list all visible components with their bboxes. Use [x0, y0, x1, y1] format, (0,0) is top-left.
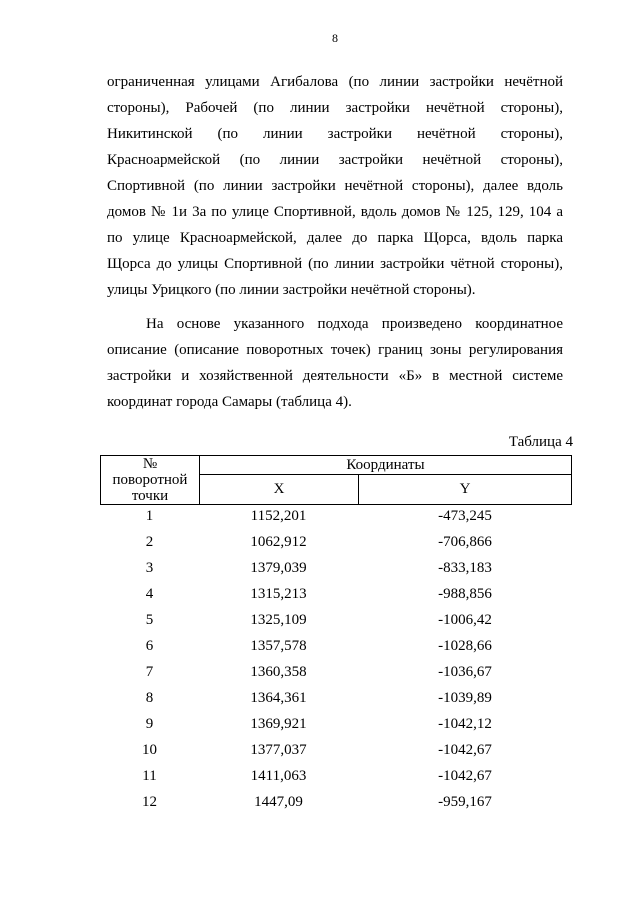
cell-point-number: 8 [145, 690, 154, 706]
table-row [100, 555, 572, 581]
cell-y: -988,856 [438, 586, 492, 602]
header-point-number-line: точки [131, 488, 169, 504]
cell-y: -1006,42 [438, 612, 492, 628]
cell-x: 1062,912 [250, 534, 307, 550]
cell-x: 1364,361 [250, 690, 307, 706]
cell-y: -1042,67 [438, 742, 492, 758]
text-line: На основе указанного подхода произведено координатное [146, 316, 563, 332]
cell-point-number: 11 [142, 768, 157, 784]
cell-y: -706,866 [438, 534, 492, 550]
table-row [100, 711, 572, 737]
table-row [100, 763, 572, 789]
text-line: Спортивной (по линии застройки нечётной стороны), далее вдоль [107, 178, 563, 194]
paragraph-1 [107, 69, 563, 303]
text-line: Никитинской (по линии застройки нечётной стороны), [107, 126, 563, 142]
text-line: описание (описание поворотных точек) границ зоны регулирования [107, 342, 563, 358]
cell-point-number: 1 [145, 508, 154, 524]
header-point-number-line: поворотной [112, 472, 188, 488]
cell-y: -1042,12 [438, 716, 492, 732]
cell-point-number: 3 [145, 560, 154, 576]
cell-point-number: 12 [142, 794, 157, 810]
cell-x: 1447,09 [254, 794, 303, 810]
header-point-number [101, 456, 200, 504]
cell-x: 1411,063 [250, 768, 307, 784]
table-header [100, 455, 572, 505]
table-row [100, 581, 572, 607]
cell-point-number: 6 [145, 638, 154, 654]
cell-y: -473,245 [438, 508, 492, 524]
text-line: Красноармейской (по линии застройки нечётной стороны), [107, 152, 563, 168]
table-row [100, 789, 572, 815]
text-line: домов № 1и 3а по улице Спортивной, вдоль домов № 125, 129, 104 а [107, 204, 563, 220]
table-row [100, 633, 572, 659]
table-row [100, 503, 572, 529]
table-row [100, 737, 572, 763]
text-line: координат города Самары (таблица 4). [107, 394, 352, 410]
table-row [100, 529, 572, 555]
cell-x: 1357,578 [250, 638, 307, 654]
text-line: Щорса до улицы Спортивной (по линии застройки чётной стороны), [107, 256, 563, 272]
cell-y: -1028,66 [438, 638, 492, 654]
page-number: 8 [332, 31, 338, 45]
cell-point-number: 7 [145, 664, 154, 680]
header-point-number-line: № [142, 456, 158, 472]
cell-x: 1369,921 [250, 716, 307, 732]
cell-point-number: 10 [142, 742, 157, 758]
header-x: X [200, 475, 359, 504]
cell-y: -959,167 [438, 794, 492, 810]
cell-y: -1039,89 [438, 690, 492, 706]
table-row [100, 685, 572, 711]
text-line: стороны), Рабочей (по линии застройки нечётной стороны), [107, 100, 563, 116]
paragraph-2 [107, 311, 563, 415]
cell-y: -1042,67 [438, 768, 492, 784]
cell-x: 1315,213 [250, 586, 307, 602]
table-body [100, 503, 572, 815]
header-y: Y [459, 481, 471, 497]
table-row [100, 607, 572, 633]
cell-point-number: 2 [145, 534, 154, 550]
header-coordinates: Координаты [200, 456, 571, 475]
text-line: улицы Урицкого (по линии застройки нечётной стороны). [107, 282, 476, 298]
text-line: по улице Красноармейской, далее до парка Щорса, вдоль парка [107, 230, 563, 246]
cell-point-number: 4 [145, 586, 154, 602]
table-row [100, 659, 572, 685]
cell-point-number: 5 [145, 612, 154, 628]
text-line: ограниченная улицами Агибалова (по линии застройки нечётной [107, 74, 563, 90]
cell-y: -833,183 [438, 560, 492, 576]
cell-x: 1377,037 [250, 742, 307, 758]
cell-x: 1360,358 [250, 664, 307, 680]
cell-y: -1036,67 [438, 664, 492, 680]
cell-x: 1152,201 [250, 508, 307, 524]
table-caption: Таблица 4 [508, 434, 573, 450]
text-line: застройки и хозяйственной деятельности «Б» в местной системе [107, 368, 563, 384]
cell-x: 1325,109 [250, 612, 307, 628]
cell-x: 1379,039 [250, 560, 307, 576]
cell-point-number: 9 [145, 716, 154, 732]
